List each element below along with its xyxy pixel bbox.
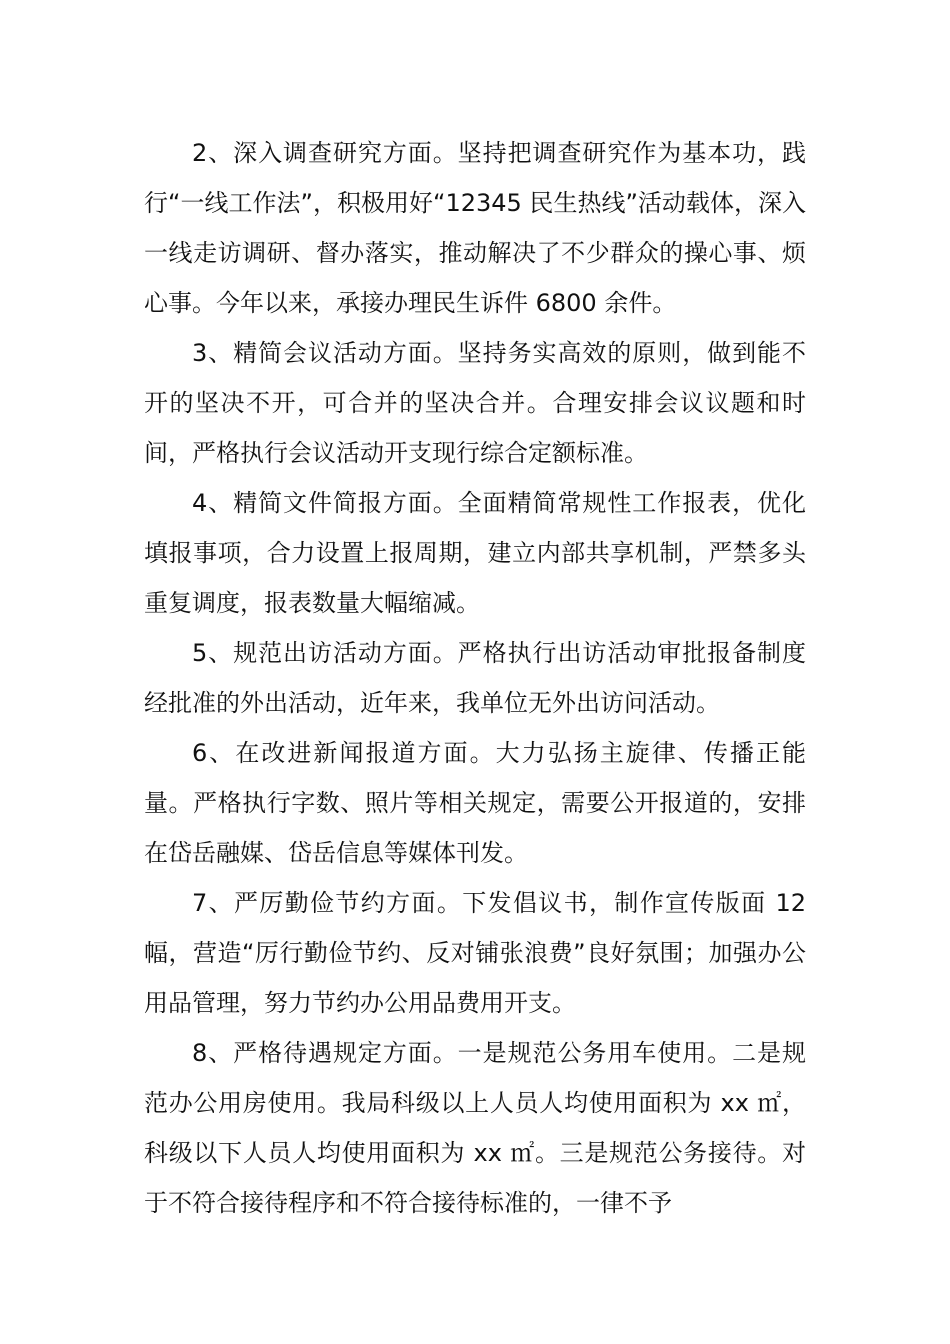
- paragraph-news: 6、在改进新闻报道方面。大力弘扬主旋律、传播正能量。严格执行字数、照片等相关规定，需要公开报道的，安排在岱岳融媒、岱岳信息等媒体刊发。: [144, 739, 806, 867]
- paragraph-treatment: 8、严格待遇规定方面。一是规范公务用车使用。二是规范办公用房使用。我局科级以上人员人均使用面积为 xx ㎡，科级以下人员人均使用面积为 xx ㎡。三是规范公务接待。对于不符合接待程序和不符合接待标准的，一律不予: [144, 1039, 806, 1217]
- paragraph-documents: 4、精简文件简报方面。全面精简常规性工作报表，优化填报事项，合力设置上报周期，建立内部共享机制，严禁多头重复调度，报表数量大幅缩减。: [144, 489, 806, 617]
- document-body: [144, 128, 806, 1228]
- paragraph-research: 2、深入调查研究方面。坚持把调查研究作为基本功，践行“一线工作法”，积极用好“12345 民生热线”活动载体，深入一线走访调研、督办落实，推动解决了不少群众的操心事、烦心事。今年以来，承接办理民生诉件 6800 余件。: [144, 139, 806, 317]
- paragraph-frugality: 7、严厉勤俭节约方面。下发倡议书，制作宣传版面 12 幅，营造“厉行勤俭节约、反对铺张浪费”良好氛围；加强办公用品管理，努力节约办公用品费用开支。: [144, 889, 806, 1017]
- paragraph-meetings: 3、精简会议活动方面。坚持务实高效的原则，做到能不开的坚决不开，可合并的坚决合并。合理安排会议议题和时间，严格执行会议活动开支现行综合定额标准。: [144, 339, 806, 467]
- paragraph-visits: 5、规范出访活动方面。严格执行出访活动审批报备制度经批准的外出活动，近年来，我单位无外出访问活动。: [144, 639, 806, 717]
